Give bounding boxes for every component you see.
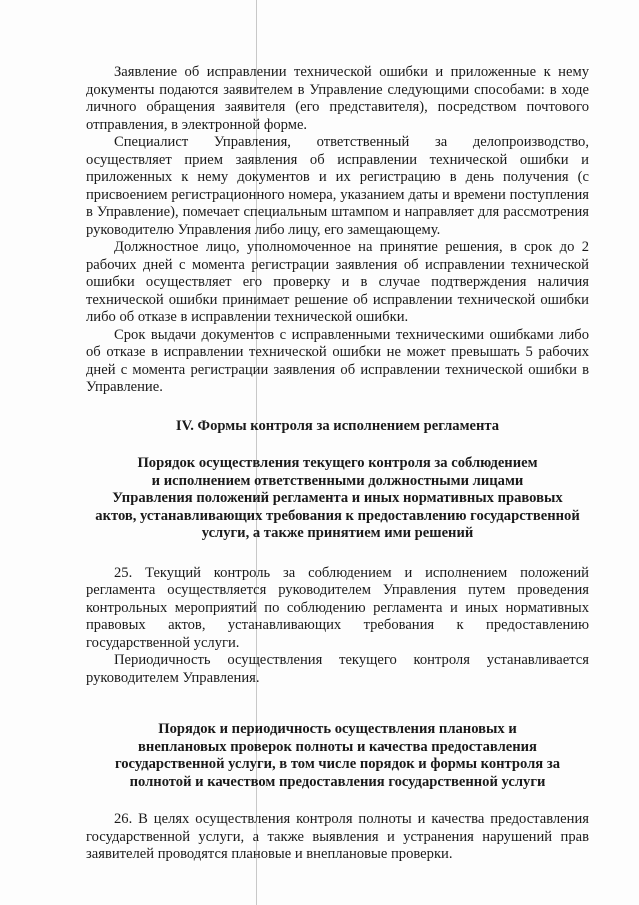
subheading-line: внеплановых проверок полноты и качества предоставления bbox=[138, 738, 537, 755]
paragraph: Периодичность осуществления текущего контроля устанавливается руководителем Управления. bbox=[86, 652, 589, 686]
paragraph: Специалист Управления, ответственный за делопроизводство, осуществляет прием заявления об исправлении технической ошибки и приложенных к нему документов и их регистрацию в день получения (с присвоением регистрационного номера, указанием даты и времени поступления в Управление), помечает специальным штампом и направляет для рассмотрения руководителю Управления либо лицу, его замещающему. bbox=[86, 134, 589, 238]
subheading-line: Порядок и периодичность осуществления плановых и bbox=[158, 721, 517, 737]
subheading-line: Порядок осуществления текущего контроля за соблюдением bbox=[137, 455, 538, 471]
subheading-line: Управления положений регламента и иных нормативных правовых bbox=[112, 490, 563, 506]
subheading-line: услуги, а также принятием ими решений bbox=[201, 525, 474, 541]
subheading-current-control bbox=[86, 455, 589, 543]
section-title: IV. Формы контроля за исполнением регламента bbox=[175, 417, 500, 434]
subheading-inspections bbox=[86, 721, 589, 791]
subheading-line: государственной услуги, в том числе порядок и формы контроля за bbox=[114, 756, 561, 772]
paragraph: 25. Текущий контроль за соблюдением и исполнением положений регламента осуществляется руководителем Управления путем проведения контрольных мероприятий по соблюдению регламента и иных нормативных правовых актов, устанавливающих требования к предоставлению государственной услуги. bbox=[86, 564, 589, 651]
document-body bbox=[86, 64, 589, 864]
subheading-line: и исполнением ответственными должностными лицами bbox=[151, 472, 524, 489]
subheading-line: актов, устанавливающих требования к предоставлению государственной bbox=[95, 507, 580, 524]
paragraph: Заявление об исправлении технической ошибки и приложенные к нему документы подаются заявителем в Управление следующими способами: в ходе личного обращения заявителя (его представителя), посредством почтового отправления, в электронной форме. bbox=[86, 64, 589, 133]
subheading-line: полнотой и качеством предоставления государственной услуги bbox=[129, 773, 546, 790]
paragraph: Должностное лицо, уполномоченное на принятие решения, в срок до 2 рабочих дней с момента регистрации заявления об исправлении технической ошибки осуществляет его проверку и в случае подтверждения наличия технической ошибки принимает решение об исправлении технической ошибки либо об отказе в исправлении технической ошибки. bbox=[86, 239, 589, 325]
paragraph: 26. В целях осуществления контроля полноты и качества предоставления государственной услуги, а также выявления и устранения нарушений прав заявителей проводятся плановые и внеплановые проверки. bbox=[86, 811, 589, 862]
paragraph: Срок выдачи документов с исправленными техническими ошибками либо об отказе в исправлении технической ошибки не может превышать 5 рабочих дней с момента регистрации заявления об исправлении технической ошибки в Управление. bbox=[86, 326, 589, 395]
